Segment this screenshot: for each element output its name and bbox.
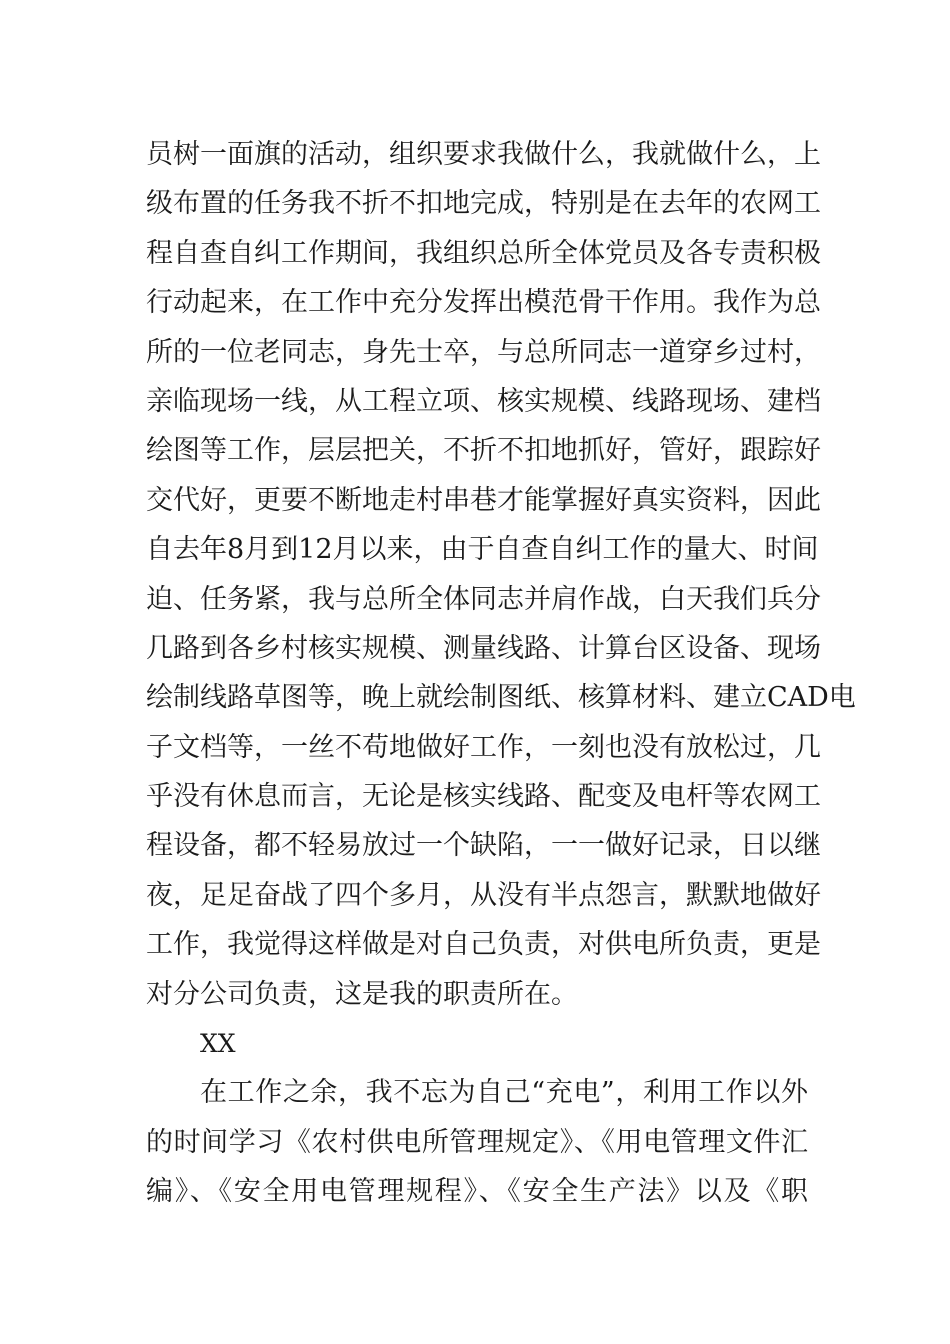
paragraph-line: 对分公司负责，这是我的职责所在。 xyxy=(146,978,578,1010)
paragraph-line: 的时间学习《农村供电所管理规定》、《用电管理文件汇 xyxy=(146,1126,808,1158)
paragraph-line: 迫、任务紧，我与总所全体同志并肩作战，白天我们兵分 xyxy=(146,583,821,615)
paragraph-line: 几路到各乡村核实规模、测量线路、计算台区设备、现场 xyxy=(146,632,821,664)
paragraph-line: 自去年8月到12月以来，由于自查自纠工作的量大、时间 xyxy=(146,534,819,566)
section-heading: XX xyxy=(200,1029,236,1059)
paragraph-line: 所的一位老同志，身先士卒，与总所同志一道穿乡过村， xyxy=(146,336,821,368)
paragraph-line: 级布置的任务我不折不扣地完成，特别是在去年的农网工 xyxy=(146,188,821,220)
paragraph-line: 绘图等工作，层层把关，不折不扣地抓好，管好，跟踪好 xyxy=(146,435,821,467)
paragraph-line: 程自查自纠工作期间，我组织总所全体党员及各专责积极 xyxy=(146,237,821,269)
paragraph-line: 亲临现场一线，从工程立项、核实规模、线路现场、建档 xyxy=(146,385,821,417)
paragraph-line: 夜，足足奋战了四个多月，从没有半点怨言，默默地做好 xyxy=(146,879,821,911)
paragraph-line: 交代好，更要不断地走村串巷才能掌握好真实资料，因此 xyxy=(146,484,821,516)
paragraph-line: 乎没有休息而言，无论是核实线路、配变及电杆等农网工 xyxy=(146,781,821,813)
paragraph-line: 行动起来，在工作中充分发挥出模范骨干作用。我作为总 xyxy=(146,287,821,319)
paragraph-2 xyxy=(146,1068,808,1216)
paragraph-line: 绘制线路草图等，晚上就绘制图纸、核算材料、建立CAD电 xyxy=(146,682,856,714)
document-body xyxy=(146,130,856,1217)
paragraph-line: 程设备，都不轻易放过一个缺陷，一一做好记录，日以继 xyxy=(146,830,821,862)
paragraph-line: 编》、《安全用电管理规程》、《安全生产法》以及《职 xyxy=(146,1176,808,1208)
paragraph-line: 工作，我觉得这样做是对自己负责，对供电所负责，更是 xyxy=(146,929,821,961)
paragraph-line: 员树一面旗的活动，组织要求我做什么，我就做什么，上 xyxy=(146,139,821,170)
paragraph-line: 子文档等，一丝不苟地做好工作，一刻也没有放松过，几 xyxy=(146,731,821,763)
paragraph-1 xyxy=(146,130,856,1019)
paragraph-line: 在工作之余，我不忘为自己“充电”，利用工作以外 xyxy=(200,1077,808,1109)
